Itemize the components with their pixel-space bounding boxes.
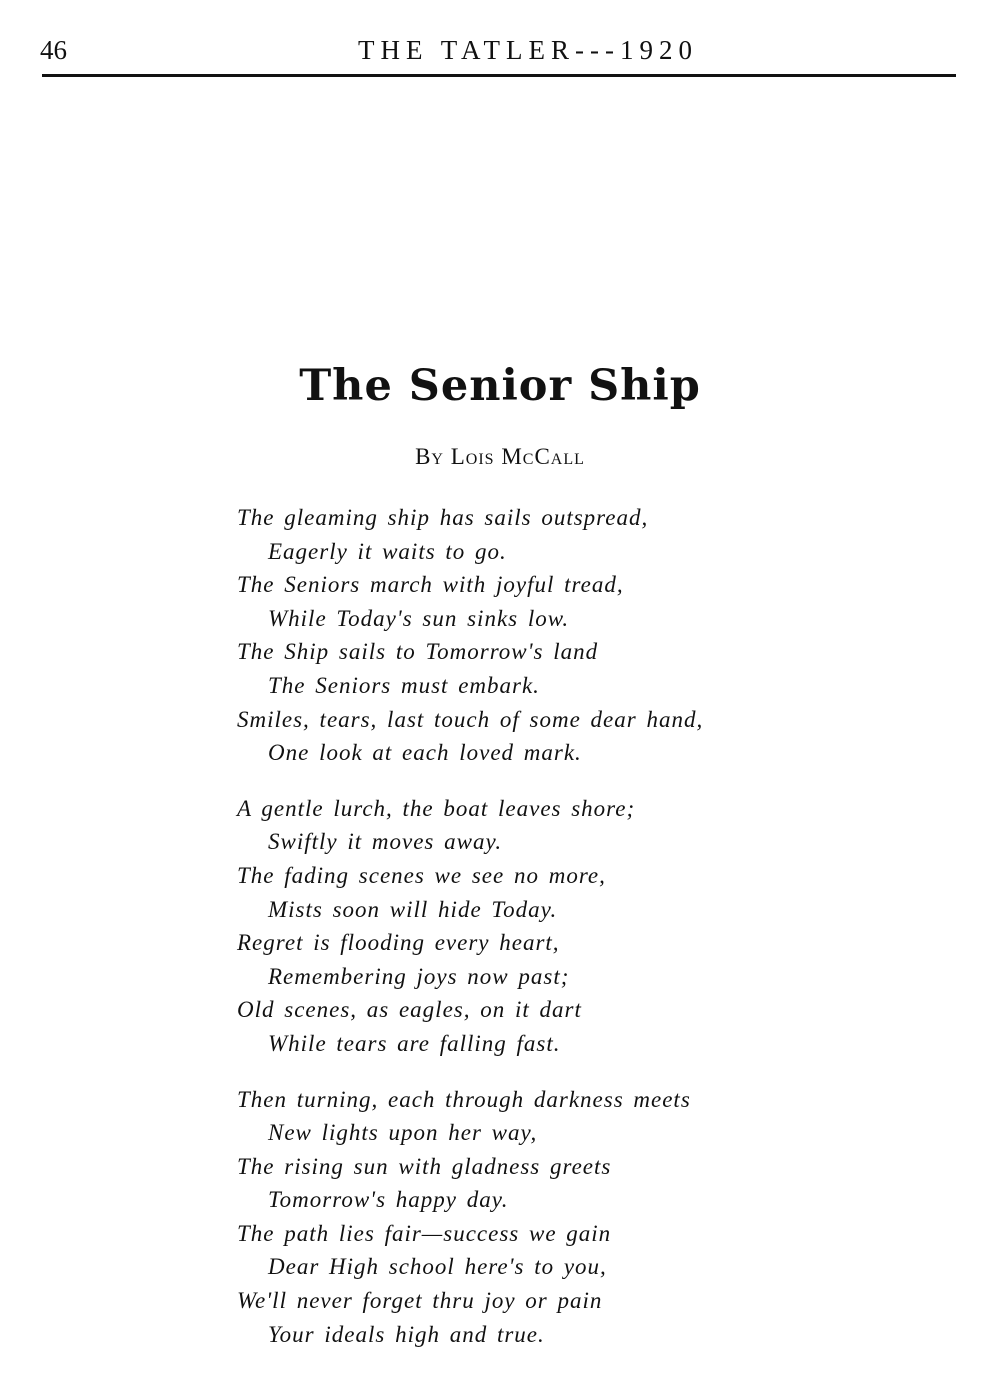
poem-line: Smiles, tears, last touch of some dear hand,: [237, 706, 704, 732]
running-title: THE TATLER---1920: [357, 35, 699, 65]
poem-line: Swiftly it moves away.: [268, 829, 503, 855]
poem-line: Old scenes, as eagles, on it dart: [237, 997, 582, 1023]
poem-line: A gentle lurch, the boat leaves shore;: [237, 795, 636, 821]
poem-byline: By Lois McCall: [415, 444, 585, 469]
poem-line: Tomorrow's happy day.: [268, 1187, 509, 1213]
poem-line: The path lies fair—success we gain: [237, 1220, 612, 1246]
poem-line: Dear High school here's to you,: [268, 1254, 607, 1280]
stanza-3: [237, 1083, 797, 1352]
poem-line: Then turning, each through darkness meets: [237, 1086, 691, 1112]
page-number: 46: [40, 35, 67, 65]
poem-line: The Seniors march with joyful tread,: [237, 572, 624, 598]
poem-line: New lights upon her way,: [268, 1120, 538, 1146]
header-rule: [42, 74, 956, 77]
poem-line: We'll never forget thru joy or pain: [237, 1288, 603, 1314]
poem-line: Regret is flooding every heart,: [237, 930, 560, 956]
poem-line: Mists soon will hide Today.: [268, 896, 558, 922]
poem-line: The Ship sails to Tomorrow's land: [237, 639, 599, 665]
poem-line: While tears are falling fast.: [268, 1030, 561, 1056]
poem-body: [237, 501, 797, 1373]
stanza-1: [237, 501, 797, 770]
poem-title: The Senior Ship: [299, 361, 701, 411]
poem-line: The fading scenes we see no more,: [237, 862, 606, 888]
poem-line: Remembering joys now past;: [268, 963, 570, 989]
poem-line: The Seniors must embark.: [268, 672, 540, 698]
poem-line: The gleaming ship has sails outspread,: [237, 505, 649, 530]
poem-line: The rising sun with gladness greets: [237, 1153, 612, 1179]
poem-line: Eagerly it waits to go.: [268, 538, 507, 564]
poem-line: Your ideals high and true.: [268, 1321, 545, 1347]
stanza-2: [237, 792, 797, 1061]
running-header: [40, 34, 956, 70]
poem-line: One look at each loved mark.: [268, 740, 582, 766]
poem-line: While Today's sun sinks low.: [268, 605, 570, 631]
